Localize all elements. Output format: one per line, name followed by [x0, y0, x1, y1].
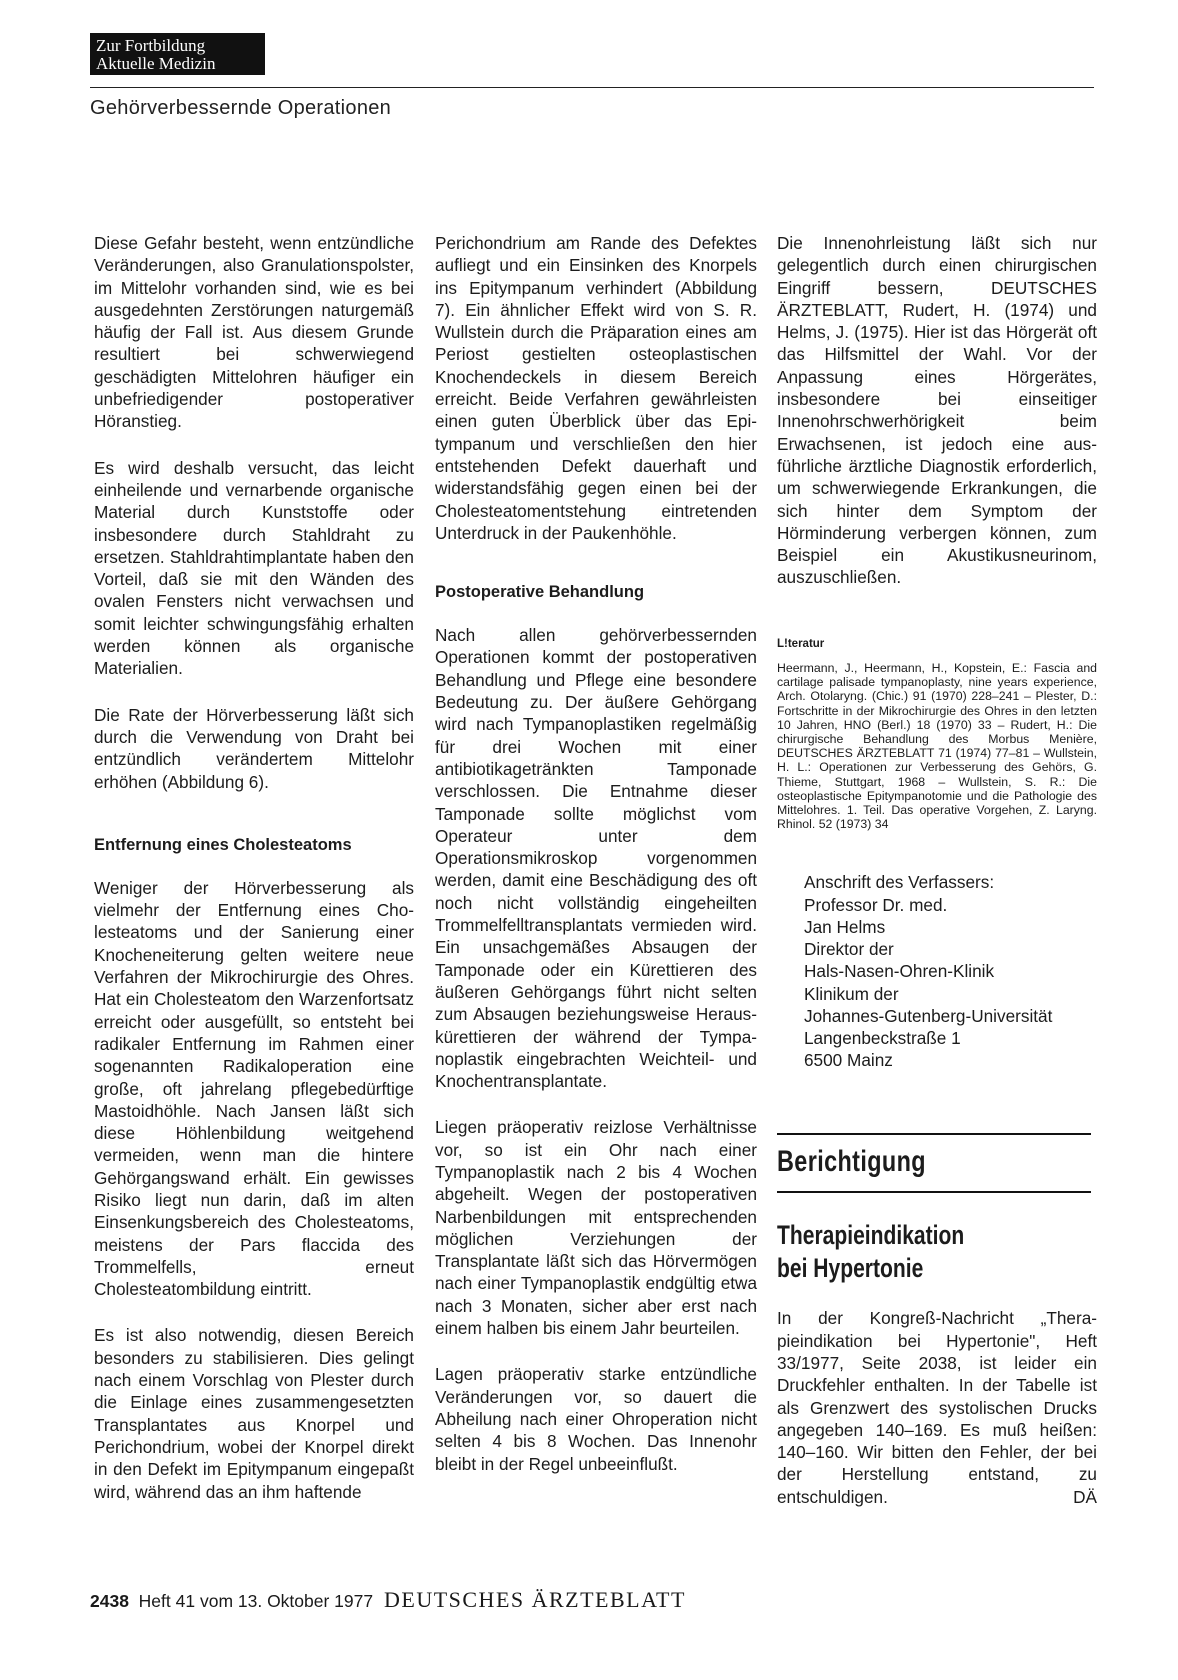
literature-text: Heermann, J., Heermann, H., Kopstein, E.: Fascia and cartilage palisade tympanoplasty, nine years experience, Arch. Otolaryng. (Chic.) 91 (1970) 228–241 – Plester, D.: Fortschritte in der Mikrochirurgie des Ohres in den letzten 10 Jahren, HNO (Berl.) 18 (1970) 33 – Rudert, H.: Die chirurgische Behandlung des Morbus Menière, DEUTSCHES ÄRZTEBLATT 71 (1974) 77–81 – Wullstein, H. L.: Operationen zur Verbesserung des Gehörs, G. Thieme, Stuttgart, 1968 – Wullstein, S. R.: Die osteoplastische Epitympanotomie und die Pathologie des Mittelohres. 1. Teil. Das operative Vorgehen, Z. Laryng. Rhinol. 52 (1973) 34	[777, 661, 1097, 832]
literature-heading: L!teratur	[777, 637, 825, 650]
top-rule	[90, 87, 1094, 88]
page-footer	[90, 1587, 686, 1613]
berichtigung-heading: Berichtigung	[777, 1145, 926, 1179]
paragraph: Diese Gefahr besteht, wenn entzündliche Veränderungen, also Granulationspolster, im Mittelohr vorhanden sind, wie es bei ausgedehnten Zerstörungen naturgemäß häufig der Fall ist. Aus diesem Grunde resultiert bei schwerwiegend geschädigten Mittelohren häufiger ein unbefriedigender postoperativer Höranstieg.	[94, 233, 414, 432]
badge-line-1: Zur Fortbildung	[96, 36, 206, 55]
section-badge	[90, 33, 265, 75]
paragraph: Es wird deshalb versucht, das leicht einheilende und vernarbende organische Material durch Kunststoffe oder insbesondere durch Stahldraht zu ersetzen. Stahldrahtimplantate haben den Vorteil, daß sie mit den Wänden des ovalen Fensters nicht verwachsen und somit leichter schwingungsfähig erhalten werden können als organische Materialien.	[94, 457, 414, 679]
paragraph: Es ist also notwendig, diesen Bereich besonders zu stabilisieren. Dies gelingt nach einem Vorschlag von Plester durch die Einlage eines zusammengesetzten Transplantates aus Knorpel und Perichondrium, wobei der Knorpel direkt in den Defekt im Epitympanum eingepaßt wird, während das an ihm haftende	[94, 1325, 414, 1502]
section-title: Gehörverbessernde Operationen	[90, 97, 392, 119]
paragraph: Liegen präoperativ reizlose Verhältnisse vor, so ist ein Ohr nach einer Tympanoplastik nach 2 bis 4 Wochen abgeheilt. Wegen der postoperativen Narbenbildungen mit entsprechenden möglichen Verziehungen der Transplantate läßt sich das Hörvermögen nach einer Tympanoplastik endgültig etwa nach 3 Monaten, sicher aber erst nach einem halben bis einem Jahr beurteilen.	[435, 1117, 757, 1339]
magazine-name: DEUTSCHES ÄRZTEBLATT	[384, 1587, 686, 1612]
heading-cholesteatom: Entfernung eines Cholesteatoms	[94, 835, 352, 854]
page-number: 2438	[90, 1591, 129, 1611]
paragraph: Perichondrium am Rande des Defektes aufliegt und ein Einsinken des Knorpels ins Epitympanum verhindert (Abbildung 7). Ein ähnlicher Effekt wird von S. R. Wullstein durch die Präparation eines am Periost gestielten osteoplastischen Knochendeckels in diesem Bereich erreicht. Beide Verfahren gewährleisten einen guten Überblick über das Epitympanum und verschließen den hier entstehenden Defekt dauerhaft und widerstandsfähig gegen einen bei der Cholesteatomentstehung eintretenden Unterdruck in der Paukenhöhle.	[435, 233, 757, 543]
rule	[777, 1133, 1091, 1135]
paragraph: Die Innenohrleistung läßt sich nur gelegentlich durch einen chirurgischen Eingriff bessern, DEUTSCHES ÄRZTEBLATT, Rudert, H. (1974) und Helms, J. (1975). Hier ist das Hörgerät oft das Hilfsmittel der Wahl. Vor der Anpassung eines Hörgerätes, insbesondere bei einseitiger Innenohrschwerhörigkeit beim Erwachsenen, ist jedoch eine ausführliche ärztliche Diagnostik erforderlich, um schwerwiegende Erkrankungen, die sich hinter dem Symptom der Hörminderung verbergen können, zum Beispiel ein Akustikusneurinom, auszuschließen.	[777, 233, 1097, 588]
column-1	[94, 232, 414, 1527]
author-address: Anschrift des Verfassers: Professor Dr. med. Jan Helms Direktor der Hals-Nasen-Ohren-Klinik Klinikum der Johannes-Gutenberg-Universität Langenbeckstraße 1 6500 Mainz	[804, 872, 1053, 1071]
paragraph: Lagen präoperativ starke entzündliche Veränderungen vor, so dauert die Abheilung nach einer Ohroperation nicht selten 4 bis 8 Wochen. Das Innenohr bleibt in der Regel unbeeinflußt.	[435, 1364, 757, 1474]
correction-text	[777, 1307, 1097, 1508]
heading-postoperative: Postoperative Behandlung	[435, 583, 645, 602]
rule	[777, 1191, 1091, 1193]
paragraph: Nach allen gehörverbessernden Operationen kommt der postoperativen Behandlung und Pflege eine besondere Bedeutung zu. Der äußere Gehörgang wird nach Tympanoplastiken regelmäßig für drei Wochen mit einer antibiotikagetränkten Tamponade verschlossen. Die Entnahme dieser Tamponade sollte möglichst vom Operateur unter dem Operationsmikroskop vorgenommen werden, damit eine Beschädigung des oft noch nicht vollständig eingeheilten Trommelfelltransplantats vermieden wird. Ein unsachgemäßes Absaugen der Tamponade oder ein Kürettieren des äußeren Gehörgangs führt nicht selten zum Absaugen beziehungsweise Herauskürettieren der während der Tympanoplastik eingebrachten Weichteil- und Knochentransplantate.	[435, 625, 757, 1092]
signature: DÄ	[1073, 1486, 1097, 1507]
correction-body: In der Kongreß-Nachricht „Therapieindikation bei Hypertonie", Heft 33/1977, Seite 2038, ist leider ein Druckfehler enthalten. In der Tabelle ist als Grenzwert des systolischen Drucks angegeben 140–169. Es muß heißen: 140–160. Wir bitten den Fehler, der bei der Herstellung entstand, zu entschuldigen.	[777, 1308, 1097, 1507]
column-2	[435, 232, 757, 1499]
badge-line-2: Aktuelle Medizin	[96, 54, 216, 73]
correction-title: Therapieindikation bei Hypertonie	[777, 1220, 965, 1284]
issue-info: Heft 41 vom 13. Oktober 1977	[138, 1591, 374, 1611]
paragraph: Die Rate der Hörverbesserung läßt sich durch die Verwendung von Draht bei entzündlich verändertem Mittelohr erhöhen (Abbildung 6).	[94, 704, 414, 792]
paragraph: Weniger der Hörverbesserung als vielmehr der Entfernung eines Cholesteatoms und der Sanierung einer Knocheneiterung gelten weitere neue Verfahren der Mikrochirurgie des Ohres. Hat ein Cholesteatom den Warzenfortsatz erreicht oder ausgefüllt, so entsteht bei radikaler Entfernung im Rahmen einer sogenannten Radikaloperation eine große, oft jahrelang pflegebedürftige Mastoidhöhle. Nach Jansen läßt sich diese Höhlenbildung weitgehend vermeiden, wenn man die hintere Gehörgangswand erhält. Ein gewisses Risiko liegt nun darin, daß im alten Einsenkungsbereich des Cholesteatoms, meistens der Pars flaccida des Trommelfells, erneut Cholesteatombildung eintritt.	[94, 877, 414, 1300]
column-3	[777, 232, 1097, 1508]
